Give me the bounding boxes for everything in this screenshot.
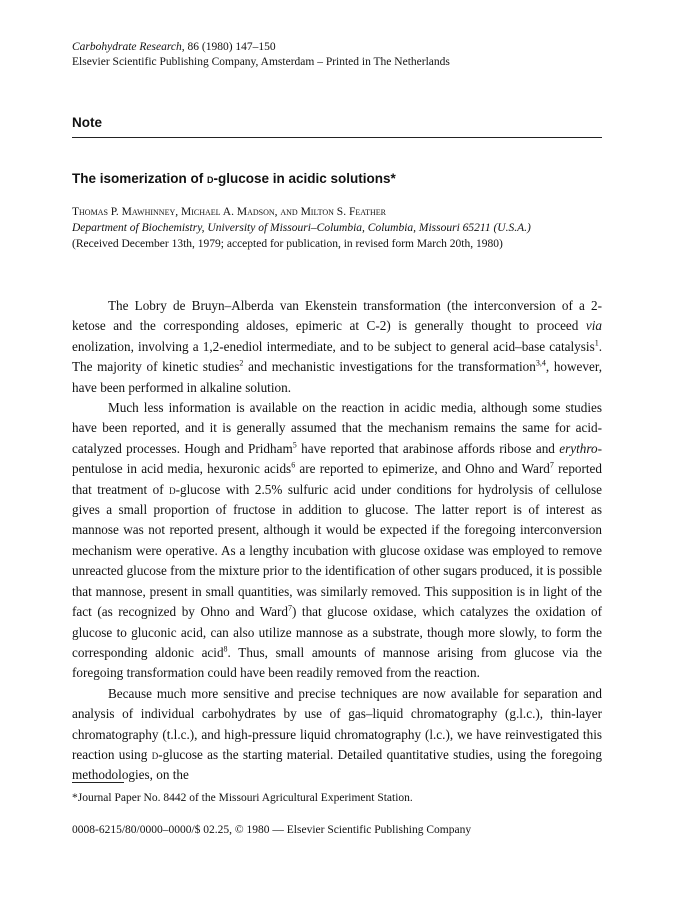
- footnote: *Journal Paper No. 8442 of the Missouri Agricultural Experiment Station.: [72, 792, 413, 804]
- paragraph-1: The Lobry de Bruyn–Alberda van Ekenstein transformation (the interconversion of a 2-ketose and the corresponding aldoses, epimeric at C-2) is generally thought to proceed via enolization, involving a 1,2-enediol intermediate, and to be subject to general acid–base catalysis$^1$. The majority of kinetic studies$^2$ and mechanistic investigations for the transformation$^{3,4}$, however, have been performed in alkaline solution.: [72, 298, 602, 395]
- section-label: Note: [72, 115, 102, 130]
- paragraph-3: Because much more sensitive and precise techniques are now available for separation and analysis of individual carbohydrates by use of gas–liquid chromatography (g.l.c.), thin-layer chromatography (t.l.c.), and high-pressure liquid chromatography (l.c.), we have reinvestigated this reaction using d-glucose as the starting material. Detailed quantitative studies, using the foregoing methodologies, on the: [72, 685, 602, 783]
- reference-marker: 3,4: [535, 358, 546, 368]
- byline: [72, 204, 612, 252]
- affiliation: Department of Biochemistry, University of Missouri–Columbia, Columbia, Missouri 65211 (U.S.A.): [72, 222, 531, 234]
- reference-marker: 8: [223, 644, 228, 654]
- header-divider: [72, 137, 602, 138]
- publisher-line: Elsevier Scientific Publishing Company, Amsterdam – Printed in The Netherlands: [72, 56, 450, 68]
- reference-marker: 5: [292, 440, 297, 450]
- reference-marker: 7: [287, 603, 292, 613]
- copyright-line: 0008-6215/80/0000–0000/$ 02.25, © 1980 — Elsevier Scientific Publishing Company: [72, 824, 472, 836]
- author-list: Thomas P. Mawhinney, Michael A. Madson, and Milton S. Feather: [72, 206, 386, 218]
- reference-marker: 6: [291, 460, 296, 470]
- journal-header: [72, 40, 602, 70]
- journal-name: Carbohydrate Research,: [72, 41, 185, 53]
- footnote-divider: [72, 782, 124, 783]
- reference-marker: 2: [239, 358, 244, 368]
- reference-marker: 7: [549, 460, 554, 470]
- received-dates: (Received December 13th, 1979; accepted for publication, in revised form March 20th, 1980): [72, 238, 503, 250]
- reference-marker: 1: [594, 338, 599, 348]
- paragraph-2: Much less information is available on the reaction in acidic media, although some studies have been reported, and it is generally assumed that the mechanism remains the same for acid-catalyzed processes. Hough and Pridham$^5$ have reported that arabinose affords ribose and erythro-pentulose in acid media, hexuronic acids$^6$ are reported to epimerize, and Ohno and Ward$^7$ reported that treatment of d-glucose with 2.5% sulfuric acid under conditions for hydrolysis of cellulose gives a small proportion of fructose in addition to glucose. The latter report is of interest as mannose was not reported present, although it would be expected if the foregoing interconversion mechanism were operative. As a lengthy incubation with glucose oxidase was employed to remove unreacted glucose from the mixture prior to the identification of other sugars produced, it is possible that mannose, present in small quantities, was similarly removed. This supposition is in light of the fact (as recognized by Ohno and Ward$^7$) that glucose oxidase, which catalyzes the oxidation of glucose to gluconic acid, can also utilize mannose as a substrate, though more slowly, to form the corresponding aldonic acid$^8$. Thus, small amounts of mannose arising from glucose via the foregoing transformation could have been readily removed from the reaction.: [72, 400, 603, 681]
- journal-citation: 86 (1980) 147–150: [184, 41, 276, 53]
- article-title: The isomerization of d-glucose in acidic solutions*: [72, 171, 396, 186]
- article-body: [72, 296, 602, 786]
